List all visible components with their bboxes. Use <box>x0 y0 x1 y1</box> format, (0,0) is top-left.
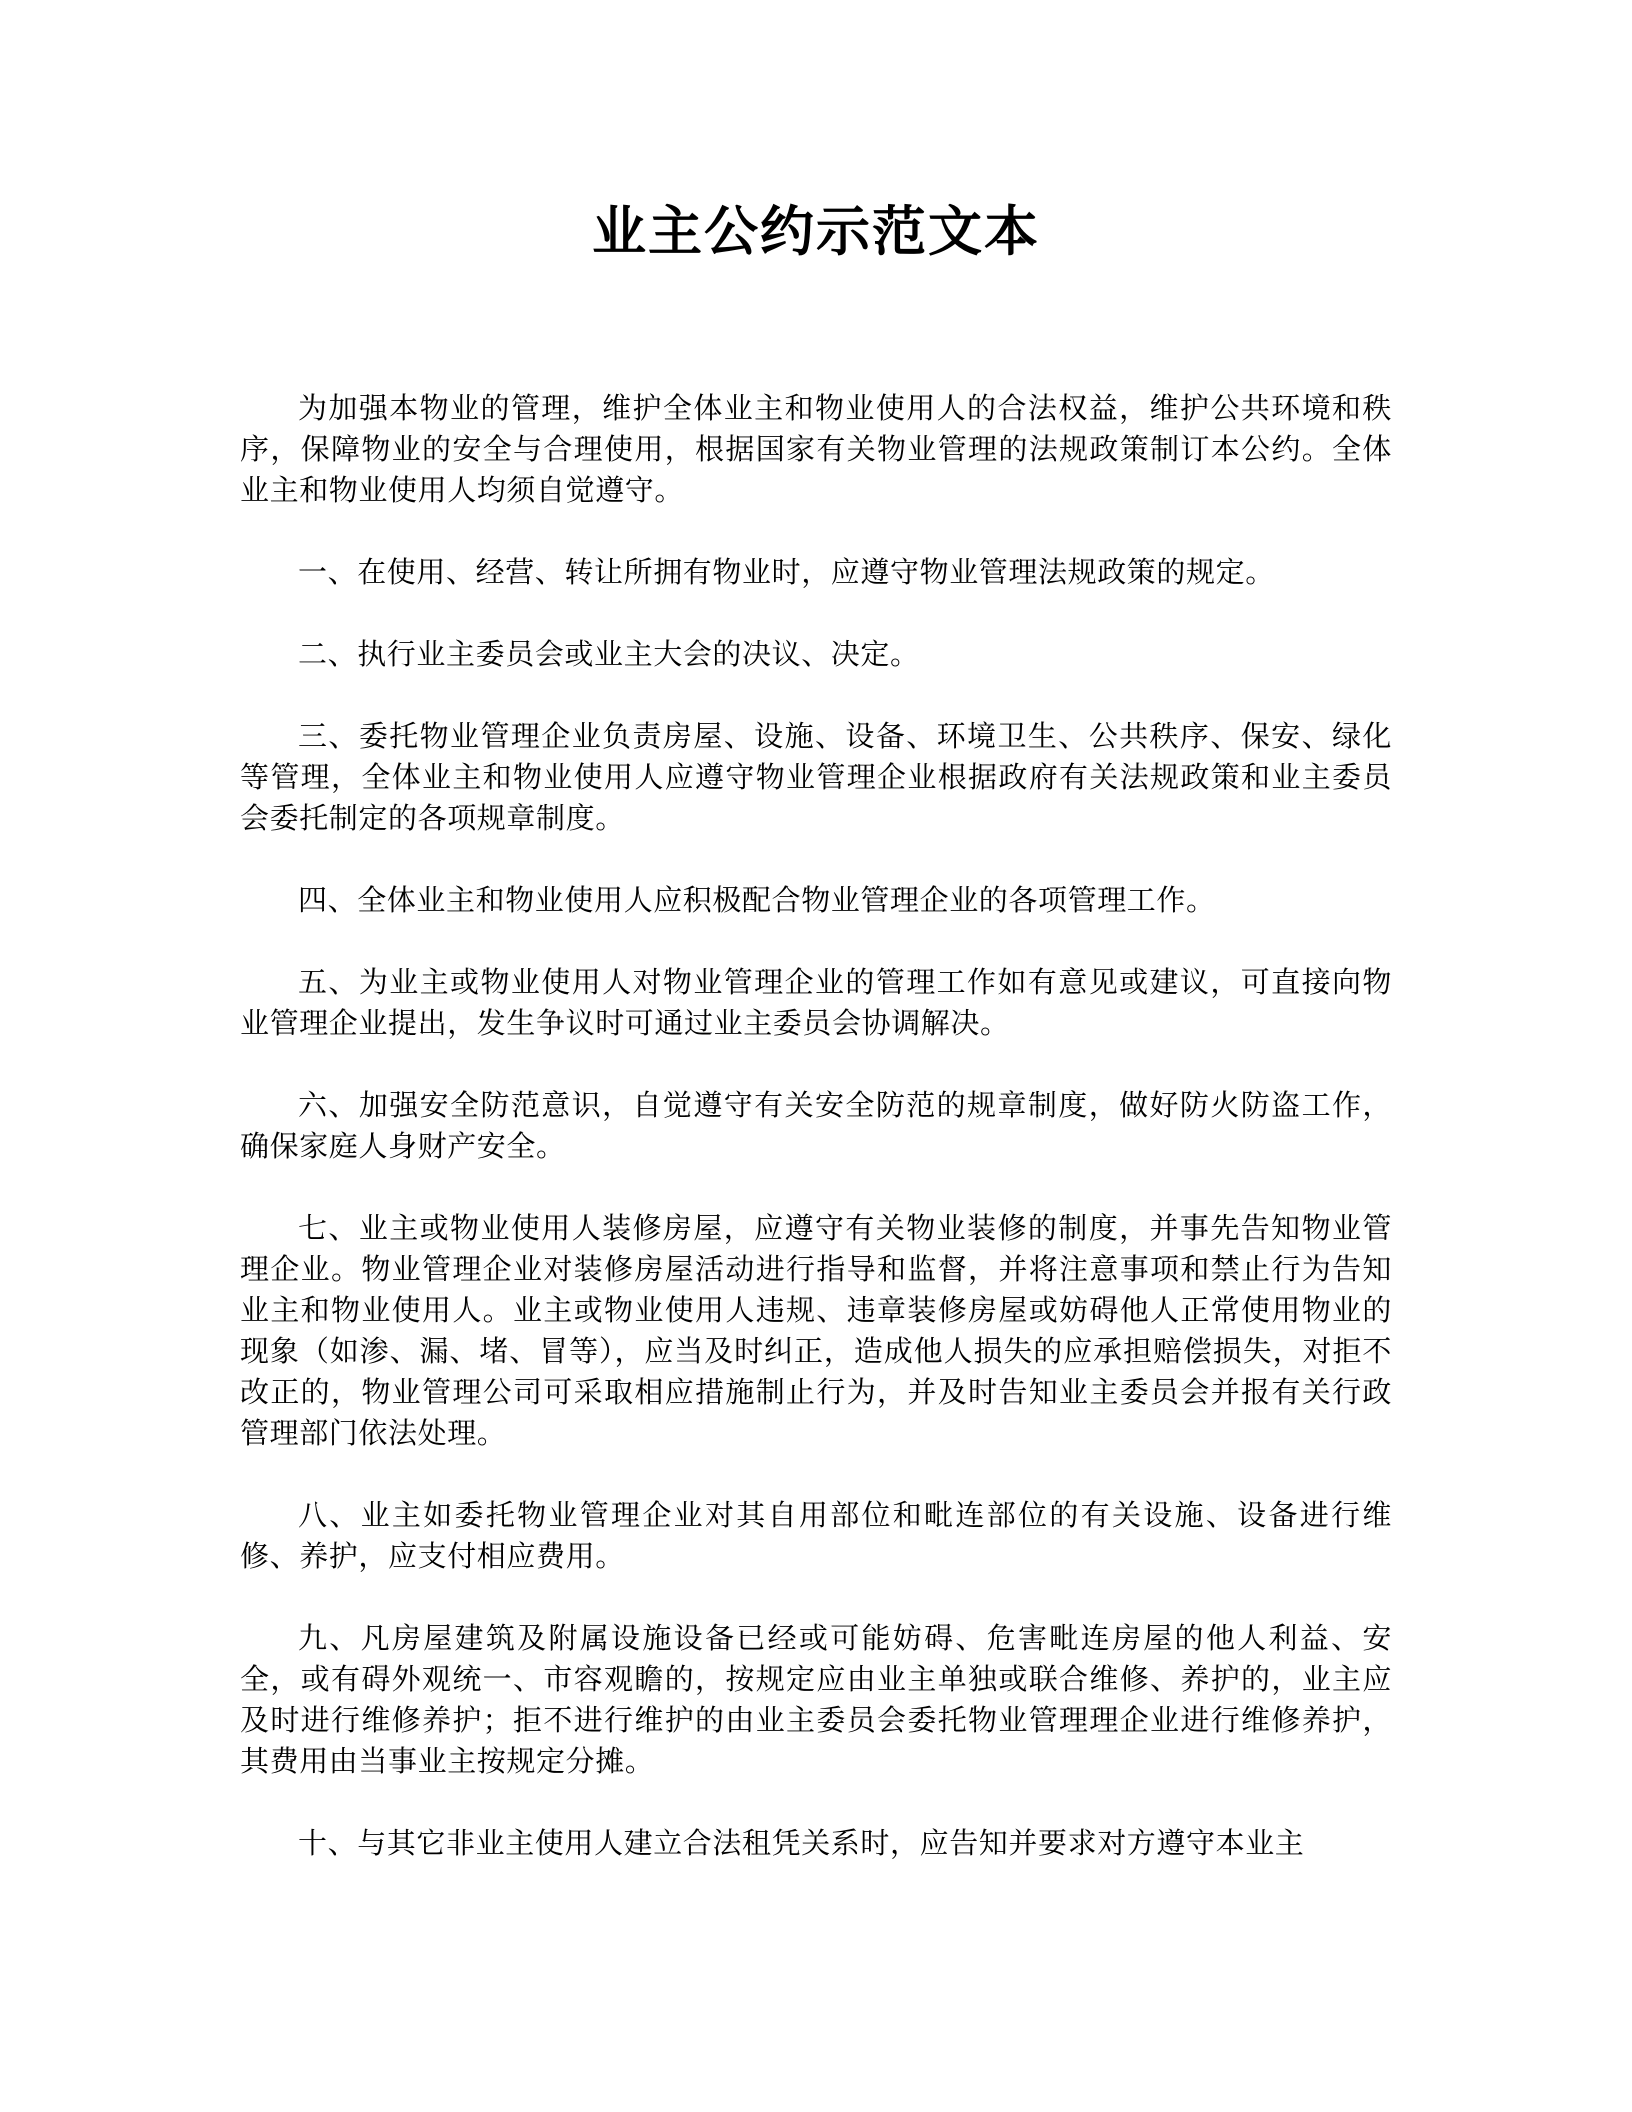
paragraph-clause-10: 十、与其它非业主使用人建立合法租凭关系时，应告知并要求对方遵守本业主 <box>298 1826 1305 1860</box>
paragraph-clause-6: 六、加强安全防范意识，自觉遵守有关安全防范的规章制度，做好防火防盗工作，确保家庭人身财产安全。 <box>240 1088 1392 1163</box>
paragraph-clause-1: 一、在使用、经营、转让所拥有物业时，应遵守物业管理法规政策的规定。 <box>298 555 1275 589</box>
paragraph-clause-3: 三、委托物业管理企业负责房屋、设施、设备、环境卫生、公共秩序、保安、绿化等管理，全体业主和物业使用人应遵守物业管理企业根据政府有关法规政策和业主委员会委托制定的各项规章制度。 <box>240 719 1392 835</box>
paragraph-clause-2: 二、执行业主委员会或业主大会的决议、决定。 <box>298 637 920 671</box>
paragraph-clause-5: 五、为业主或物业使用人对物业管理企业的管理工作如有意见或建议，可直接向物业管理企业提出，发生争议时可通过业主委员会协调解决。 <box>240 965 1392 1040</box>
paragraph-clause-9: 九、凡房屋建筑及附属设施设备已经或可能妨碍、危害毗连房屋的他人利益、安全，或有碍外观统一、市容观瞻的，按规定应由业主单独或联合维修、养护的，业主应及时进行维修养护；拒不进行维护的由业主委员会委托物业管理理企业进行维修养护，其费用由当事业主按规定分摊。 <box>240 1621 1392 1778</box>
paragraph-clause-8: 八、业主如委托物业管理企业对其自用部位和毗连部位的有关设施、设备进行维修、养护，应支付相应费用。 <box>240 1498 1392 1573</box>
paragraph-clause-7: 七、业主或物业使用人装修房屋，应遵守有关物业装修的制度，并事先告知物业管理企业。物业管理企业对装修房屋活动进行指导和监督，并将注意事项和禁止行为告知业主和物业使用人。业主或物业使用人违规、违章装修房屋或妨碍他人正常使用物业的现象（如渗、漏、堵、冒等），应当及时纠正，造成他人损失的应承担赔偿损失，对拒不改正的，物业管理公司可采取相应措施制止行为，并及时告知业主委员会并报有关行政管理部门依法处理。 <box>240 1211 1392 1450</box>
paragraph-preamble: 为加强本物业的管理，维护全体业主和物业使用人的合法权益，维护公共环境和秩序，保障物业的安全与合理使用，根据国家有关物业管理的法规政策制订本公约。全体业主和物业使用人均须自觉遵守。 <box>240 391 1392 507</box>
document-body <box>240 388 1392 1905</box>
paragraph-clause-4: 四、全体业主和物业使用人应积极配合物业管理企业的各项管理工作。 <box>298 883 1216 917</box>
document-title: 业主公约示范文本 <box>592 200 1040 263</box>
